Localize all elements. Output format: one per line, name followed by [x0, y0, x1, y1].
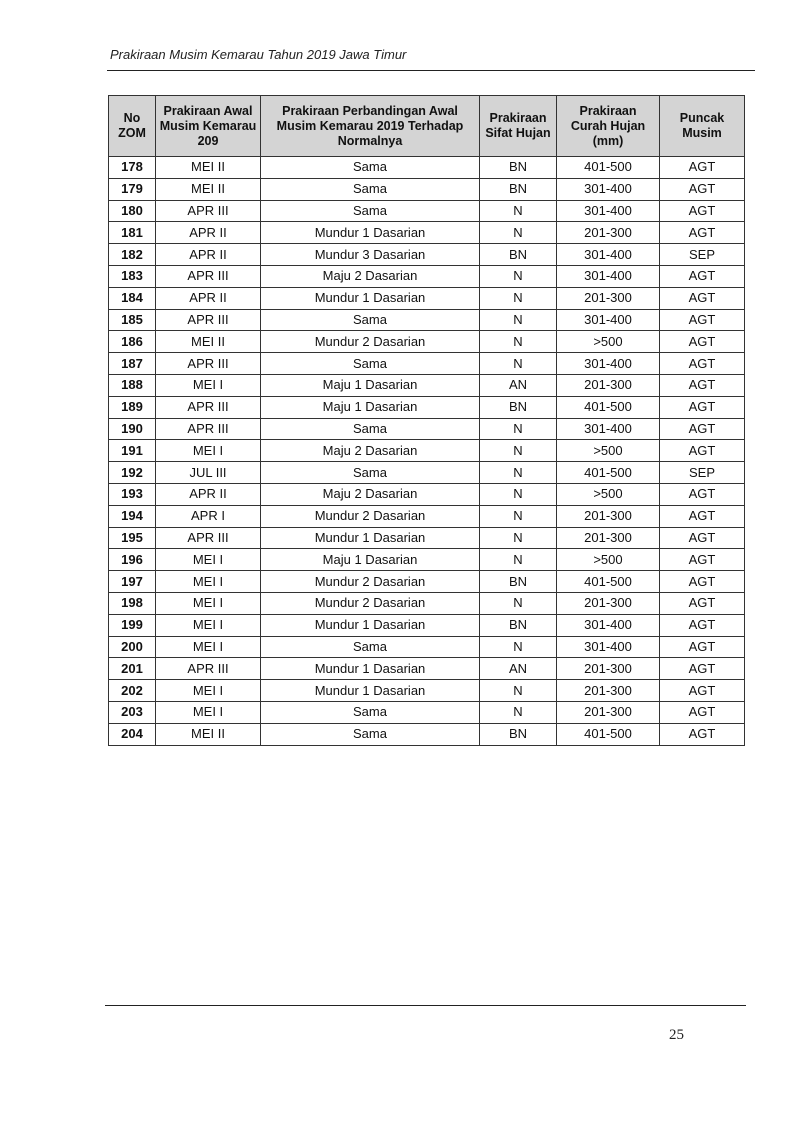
cell-perbandingan: Maju 1 Dasarian: [261, 549, 480, 571]
cell-curah-hujan: >500: [557, 549, 660, 571]
cell-curah-hujan: 301-400: [557, 265, 660, 287]
cell-curah-hujan: 301-400: [557, 309, 660, 331]
column-header-sifat-hujan: Prakiraan Sifat Hujan: [480, 96, 557, 157]
column-header-puncak-musim: Puncak Musim: [660, 96, 745, 157]
cell-curah-hujan: >500: [557, 331, 660, 353]
cell-no-zom: 200: [109, 636, 156, 658]
cell-sifat-hujan: N: [480, 418, 557, 440]
cell-no-zom: 201: [109, 658, 156, 680]
cell-perbandingan: Maju 1 Dasarian: [261, 396, 480, 418]
cell-sifat-hujan: N: [480, 701, 557, 723]
cell-puncak-musim: AGT: [660, 723, 745, 745]
cell-puncak-musim: AGT: [660, 418, 745, 440]
cell-awal-musim: APR III: [156, 658, 261, 680]
cell-sifat-hujan: N: [480, 549, 557, 571]
cell-sifat-hujan: BN: [480, 157, 557, 179]
cell-no-zom: 197: [109, 571, 156, 593]
cell-sifat-hujan: N: [480, 287, 557, 309]
cell-no-zom: 179: [109, 178, 156, 200]
cell-sifat-hujan: N: [480, 222, 557, 244]
cell-no-zom: 194: [109, 505, 156, 527]
cell-sifat-hujan: N: [480, 265, 557, 287]
cell-curah-hujan: 301-400: [557, 178, 660, 200]
page-number: 25: [669, 1027, 684, 1043]
cell-sifat-hujan: AN: [480, 658, 557, 680]
table-row: [109, 614, 745, 636]
cell-perbandingan: Mundur 1 Dasarian: [261, 287, 480, 309]
cell-awal-musim: MEI I: [156, 571, 261, 593]
cell-curah-hujan: 401-500: [557, 396, 660, 418]
cell-sifat-hujan: N: [480, 462, 557, 484]
table-row: [109, 287, 745, 309]
table-row: [109, 331, 745, 353]
cell-curah-hujan: 201-300: [557, 287, 660, 309]
table-row: [109, 462, 745, 484]
table-row: [109, 483, 745, 505]
table-row: [109, 157, 745, 179]
cell-awal-musim: APR II: [156, 287, 261, 309]
cell-curah-hujan: 201-300: [557, 701, 660, 723]
table-row: [109, 571, 745, 593]
cell-perbandingan: Sama: [261, 353, 480, 375]
cell-perbandingan: Maju 2 Dasarian: [261, 265, 480, 287]
table-row: [109, 680, 745, 702]
table-body: [109, 157, 745, 746]
cell-no-zom: 192: [109, 462, 156, 484]
cell-awal-musim: MEI I: [156, 701, 261, 723]
cell-perbandingan: Mundur 1 Dasarian: [261, 680, 480, 702]
cell-perbandingan: Sama: [261, 418, 480, 440]
column-header-perbandingan: Prakiraan Perbandingan Awal Musim Kemarau 2019 Terhadap Normalnya: [261, 96, 480, 157]
cell-puncak-musim: AGT: [660, 374, 745, 396]
cell-perbandingan: Mundur 2 Dasarian: [261, 505, 480, 527]
cell-sifat-hujan: BN: [480, 178, 557, 200]
cell-perbandingan: Mundur 1 Dasarian: [261, 614, 480, 636]
cell-curah-hujan: 301-400: [557, 418, 660, 440]
cell-no-zom: 190: [109, 418, 156, 440]
cell-awal-musim: MEI II: [156, 331, 261, 353]
table-row: [109, 701, 745, 723]
cell-curah-hujan: 401-500: [557, 723, 660, 745]
table-row: [109, 658, 745, 680]
cell-awal-musim: APR I: [156, 505, 261, 527]
table-row: [109, 440, 745, 462]
column-header-awal-musim: Prakiraan Awal Musim Kemarau 209: [156, 96, 261, 157]
table-row: [109, 222, 745, 244]
cell-puncak-musim: AGT: [660, 309, 745, 331]
cell-awal-musim: MEI I: [156, 636, 261, 658]
table-row: [109, 200, 745, 222]
cell-no-zom: 202: [109, 680, 156, 702]
cell-sifat-hujan: BN: [480, 244, 557, 266]
cell-curah-hujan: >500: [557, 440, 660, 462]
cell-curah-hujan: 201-300: [557, 222, 660, 244]
cell-awal-musim: MEI I: [156, 549, 261, 571]
footer-divider: [105, 1005, 746, 1006]
cell-sifat-hujan: N: [480, 483, 557, 505]
cell-no-zom: 204: [109, 723, 156, 745]
cell-awal-musim: MEI II: [156, 723, 261, 745]
cell-awal-musim: APR III: [156, 265, 261, 287]
table-row: [109, 723, 745, 745]
table-row: [109, 527, 745, 549]
cell-no-zom: 193: [109, 483, 156, 505]
cell-sifat-hujan: AN: [480, 374, 557, 396]
table-row: [109, 549, 745, 571]
cell-sifat-hujan: N: [480, 353, 557, 375]
cell-awal-musim: MEI I: [156, 592, 261, 614]
cell-puncak-musim: AGT: [660, 614, 745, 636]
cell-no-zom: 184: [109, 287, 156, 309]
cell-perbandingan: Maju 1 Dasarian: [261, 374, 480, 396]
cell-no-zom: 191: [109, 440, 156, 462]
cell-curah-hujan: >500: [557, 483, 660, 505]
cell-curah-hujan: 401-500: [557, 462, 660, 484]
cell-curah-hujan: 301-400: [557, 353, 660, 375]
cell-perbandingan: Sama: [261, 178, 480, 200]
cell-perbandingan: Sama: [261, 723, 480, 745]
cell-sifat-hujan: N: [480, 505, 557, 527]
cell-awal-musim: MEI I: [156, 680, 261, 702]
cell-no-zom: 187: [109, 353, 156, 375]
cell-awal-musim: APR III: [156, 396, 261, 418]
cell-sifat-hujan: N: [480, 680, 557, 702]
cell-puncak-musim: AGT: [660, 636, 745, 658]
cell-awal-musim: APR III: [156, 418, 261, 440]
cell-perbandingan: Sama: [261, 309, 480, 331]
cell-puncak-musim: AGT: [660, 571, 745, 593]
cell-no-zom: 188: [109, 374, 156, 396]
cell-curah-hujan: 301-400: [557, 200, 660, 222]
cell-awal-musim: APR III: [156, 353, 261, 375]
cell-perbandingan: Maju 2 Dasarian: [261, 483, 480, 505]
cell-sifat-hujan: BN: [480, 614, 557, 636]
cell-puncak-musim: AGT: [660, 178, 745, 200]
cell-curah-hujan: 201-300: [557, 527, 660, 549]
cell-puncak-musim: AGT: [660, 222, 745, 244]
header-divider: [107, 70, 755, 71]
cell-no-zom: 183: [109, 265, 156, 287]
cell-perbandingan: Mundur 1 Dasarian: [261, 222, 480, 244]
table-row: [109, 374, 745, 396]
cell-perbandingan: Sama: [261, 636, 480, 658]
cell-sifat-hujan: N: [480, 440, 557, 462]
cell-no-zom: 195: [109, 527, 156, 549]
cell-awal-musim: MEI I: [156, 374, 261, 396]
cell-curah-hujan: 401-500: [557, 571, 660, 593]
cell-perbandingan: Mundur 2 Dasarian: [261, 592, 480, 614]
cell-sifat-hujan: BN: [480, 571, 557, 593]
cell-perbandingan: Mundur 2 Dasarian: [261, 331, 480, 353]
cell-awal-musim: MEI I: [156, 614, 261, 636]
table-row: [109, 309, 745, 331]
cell-puncak-musim: AGT: [660, 505, 745, 527]
table-header-row: [109, 96, 745, 157]
table-row: [109, 178, 745, 200]
table-row: [109, 396, 745, 418]
cell-puncak-musim: AGT: [660, 200, 745, 222]
cell-no-zom: 189: [109, 396, 156, 418]
cell-sifat-hujan: N: [480, 592, 557, 614]
cell-puncak-musim: AGT: [660, 353, 745, 375]
cell-sifat-hujan: N: [480, 200, 557, 222]
cell-no-zom: 186: [109, 331, 156, 353]
cell-perbandingan: Sama: [261, 462, 480, 484]
cell-sifat-hujan: N: [480, 636, 557, 658]
cell-no-zom: 203: [109, 701, 156, 723]
cell-puncak-musim: AGT: [660, 527, 745, 549]
cell-awal-musim: APR II: [156, 483, 261, 505]
cell-curah-hujan: 301-400: [557, 636, 660, 658]
cell-puncak-musim: AGT: [660, 396, 745, 418]
cell-no-zom: 182: [109, 244, 156, 266]
cell-puncak-musim: AGT: [660, 549, 745, 571]
cell-puncak-musim: SEP: [660, 244, 745, 266]
cell-curah-hujan: 201-300: [557, 374, 660, 396]
cell-sifat-hujan: N: [480, 309, 557, 331]
cell-perbandingan: Mundur 1 Dasarian: [261, 658, 480, 680]
cell-no-zom: 198: [109, 592, 156, 614]
cell-puncak-musim: AGT: [660, 331, 745, 353]
column-header-no-zom: No ZOM: [109, 96, 156, 157]
table-row: [109, 636, 745, 658]
cell-puncak-musim: AGT: [660, 483, 745, 505]
table-row: [109, 353, 745, 375]
cell-awal-musim: JUL III: [156, 462, 261, 484]
table-row: [109, 418, 745, 440]
cell-awal-musim: MEI I: [156, 440, 261, 462]
cell-puncak-musim: AGT: [660, 157, 745, 179]
cell-sifat-hujan: N: [480, 331, 557, 353]
cell-curah-hujan: 201-300: [557, 592, 660, 614]
cell-puncak-musim: AGT: [660, 658, 745, 680]
cell-perbandingan: Mundur 2 Dasarian: [261, 571, 480, 593]
cell-no-zom: 178: [109, 157, 156, 179]
cell-awal-musim: APR II: [156, 222, 261, 244]
cell-puncak-musim: AGT: [660, 287, 745, 309]
cell-puncak-musim: SEP: [660, 462, 745, 484]
cell-curah-hujan: 301-400: [557, 614, 660, 636]
page-header-title: Prakiraan Musim Kemarau Tahun 2019 Jawa Timur: [110, 47, 407, 62]
cell-perbandingan: Sama: [261, 200, 480, 222]
table-row: [109, 265, 745, 287]
cell-no-zom: 196: [109, 549, 156, 571]
cell-perbandingan: Mundur 1 Dasarian: [261, 527, 480, 549]
table-row: [109, 592, 745, 614]
cell-puncak-musim: AGT: [660, 680, 745, 702]
table-row: [109, 505, 745, 527]
cell-curah-hujan: 301-400: [557, 244, 660, 266]
cell-curah-hujan: 401-500: [557, 157, 660, 179]
cell-awal-musim: MEI II: [156, 178, 261, 200]
cell-no-zom: 185: [109, 309, 156, 331]
cell-awal-musim: APR III: [156, 309, 261, 331]
cell-perbandingan: Maju 2 Dasarian: [261, 440, 480, 462]
cell-puncak-musim: AGT: [660, 440, 745, 462]
table-row: [109, 244, 745, 266]
cell-sifat-hujan: N: [480, 527, 557, 549]
cell-no-zom: 180: [109, 200, 156, 222]
cell-awal-musim: MEI II: [156, 157, 261, 179]
cell-awal-musim: APR II: [156, 244, 261, 266]
cell-sifat-hujan: BN: [480, 396, 557, 418]
cell-puncak-musim: AGT: [660, 265, 745, 287]
cell-sifat-hujan: BN: [480, 723, 557, 745]
cell-no-zom: 199: [109, 614, 156, 636]
cell-awal-musim: APR III: [156, 527, 261, 549]
cell-awal-musim: APR III: [156, 200, 261, 222]
cell-puncak-musim: AGT: [660, 592, 745, 614]
cell-perbandingan: Sama: [261, 157, 480, 179]
cell-perbandingan: Mundur 3 Dasarian: [261, 244, 480, 266]
cell-no-zom: 181: [109, 222, 156, 244]
cell-perbandingan: Sama: [261, 701, 480, 723]
forecast-table: [108, 95, 745, 746]
cell-curah-hujan: 201-300: [557, 680, 660, 702]
cell-puncak-musim: AGT: [660, 701, 745, 723]
cell-curah-hujan: 201-300: [557, 505, 660, 527]
cell-curah-hujan: 201-300: [557, 658, 660, 680]
column-header-curah-hujan: Prakiraan Curah Hujan (mm): [557, 96, 660, 157]
